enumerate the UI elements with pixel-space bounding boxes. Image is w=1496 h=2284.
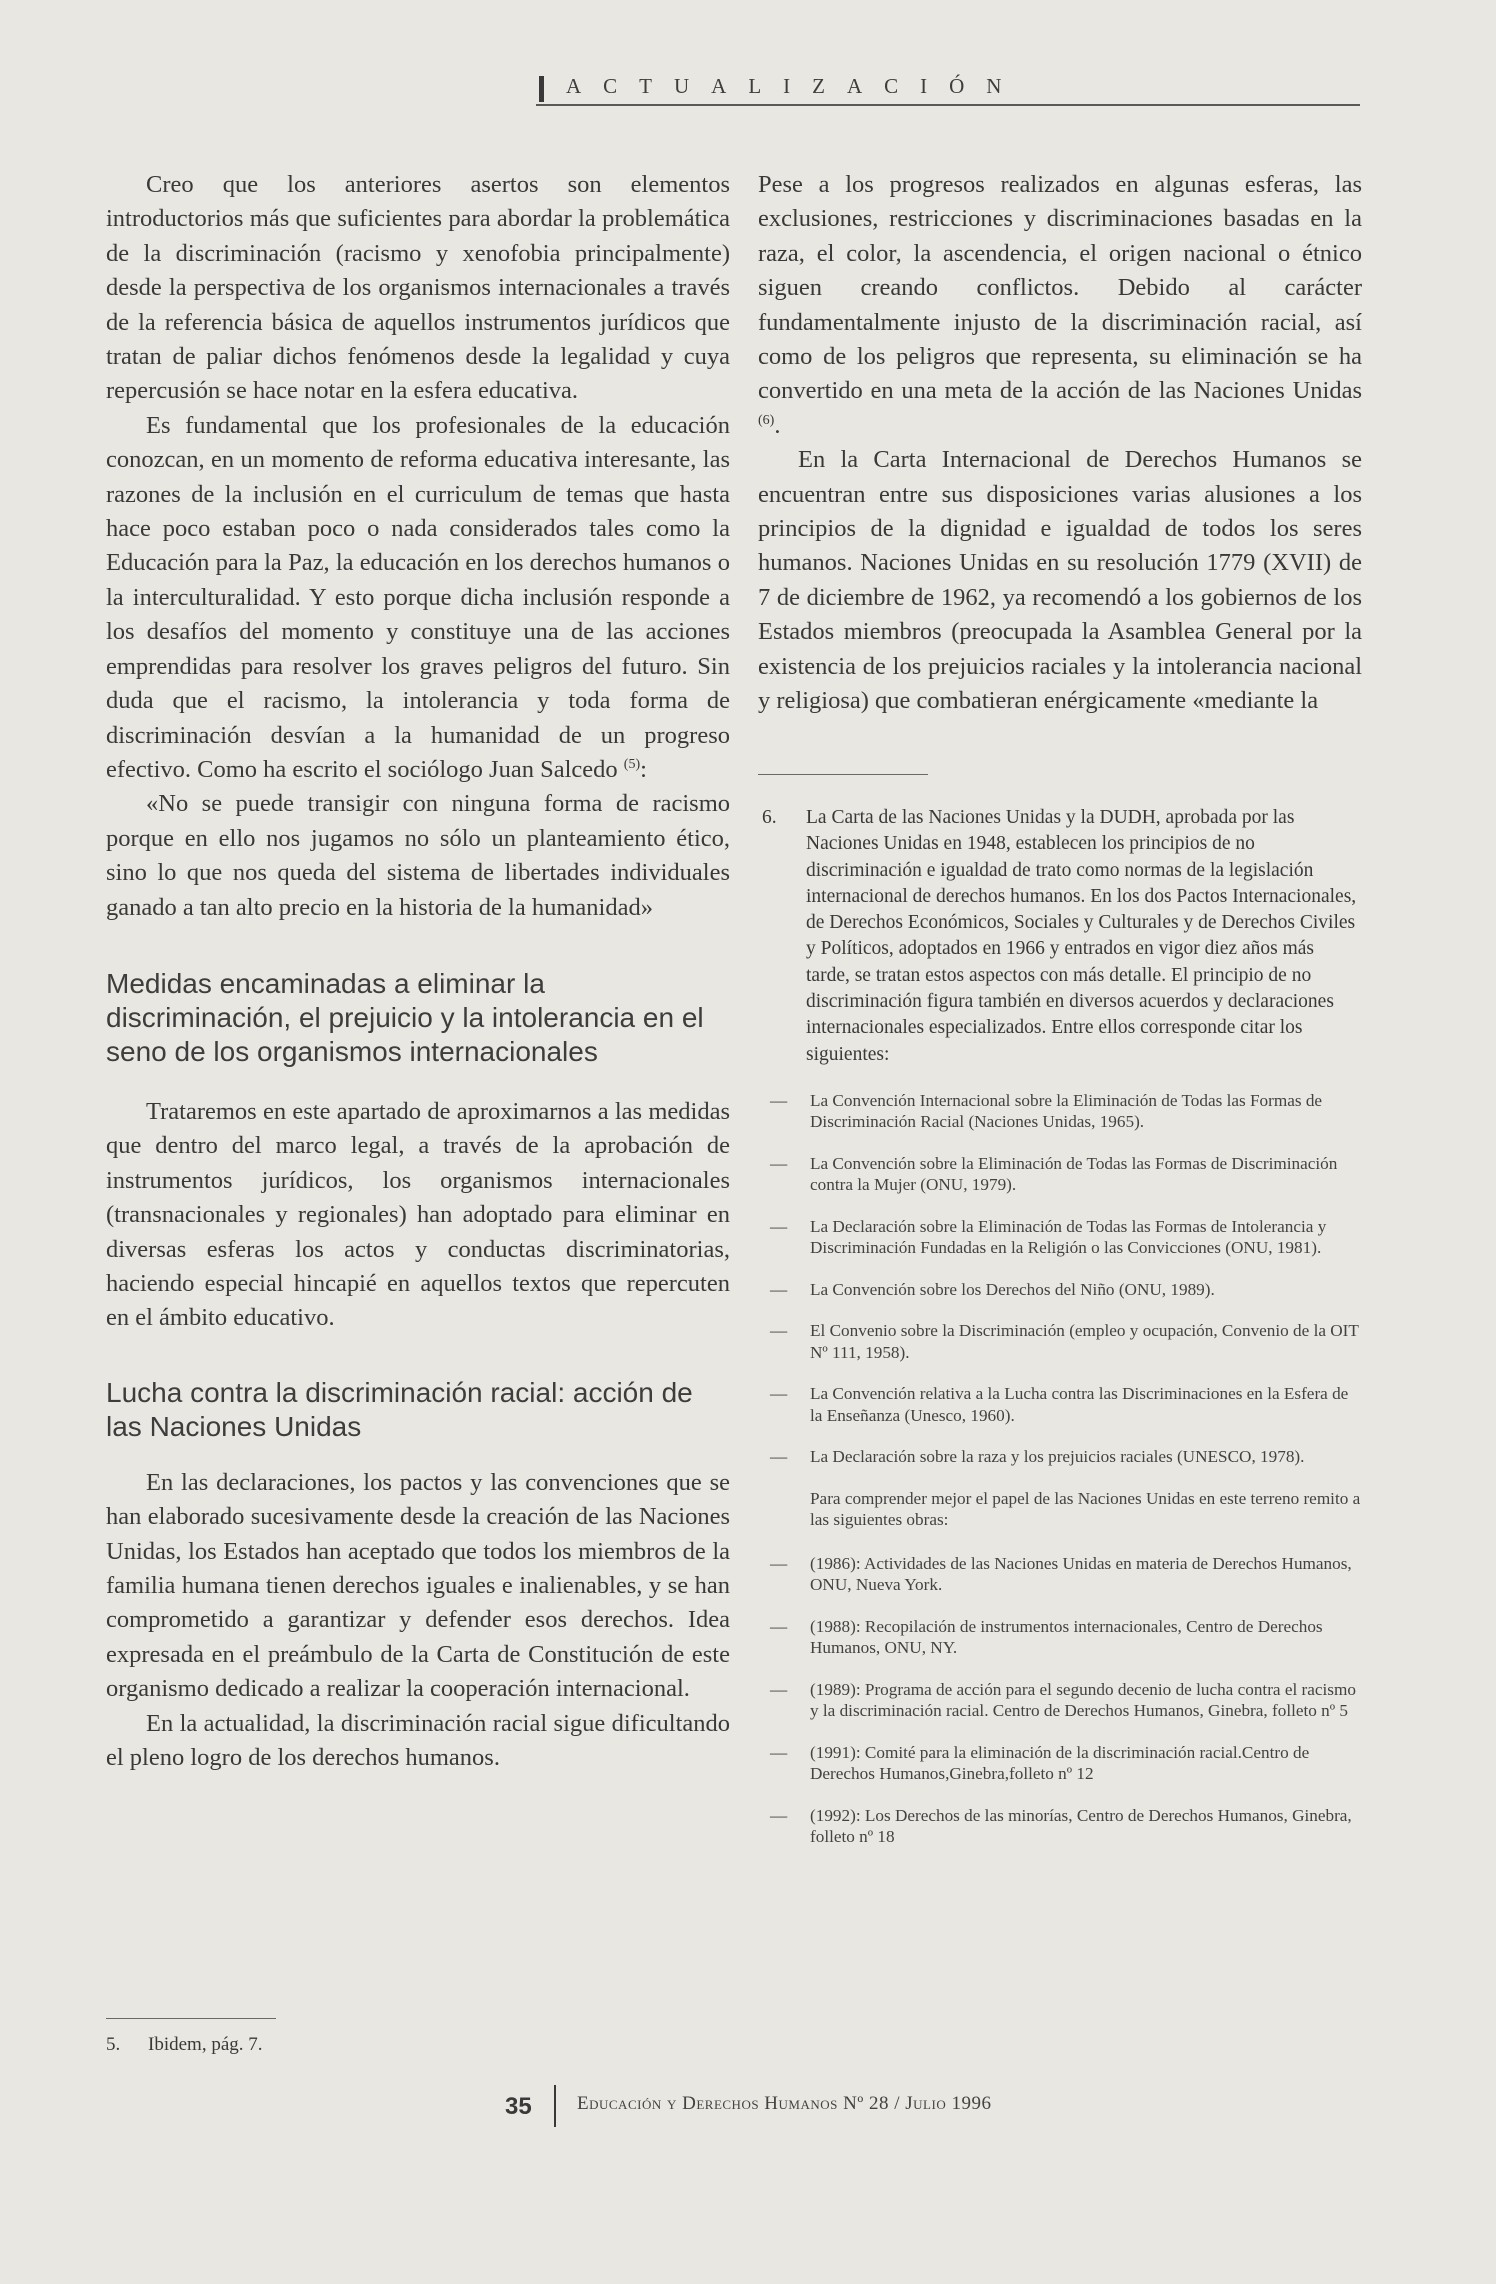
footnote-6-number: 6.	[762, 807, 777, 828]
dash-bullet: —	[770, 1216, 788, 1236]
paragraph-education-text: Es fundamental que los profesionales de la educación conozcan, en un momento de reforma educativa interesante, las razones de la inclusión en el curriculum de temas que hasta hace poco estaban poco o nada considerados tales como la Educación para la Paz, la educación en los derechos humanos o la interculturalidad. Y esto porque dicha inclusión responde a los desafíos del momento y constituye una de las acciones emprendidas para resolver los graves peligros del futuro. Sin duda que el racismo, la intolerancia y toda forma de discriminación desvían a la humanidad de un progreso efectivo. Como ha escrito el sociólogo Juan Salcedo	[106, 411, 730, 783]
footnote-6-text-block	[758, 805, 1362, 1068]
dash-bullet: —	[770, 1679, 788, 1699]
footnote-6-works-list	[758, 1553, 1362, 1848]
list-item	[758, 1153, 1362, 1196]
dash-bullet: —	[770, 1279, 788, 1299]
paragraph-actualidad: En la actualidad, la discriminación racial sigue dificultando el pleno logro de los derechos humanos.	[106, 1709, 730, 1772]
footnote-5-number: 5.	[106, 2034, 121, 2055]
journal-citation: Educación y Derechos Humanos Nº 28 / Julio 1996	[577, 2093, 992, 2114]
footnote-6-instruments-list	[758, 1090, 1362, 1468]
list-item	[758, 1383, 1362, 1426]
paragraph-education	[106, 409, 730, 787]
list-item-text: (1992): Los Derechos de las minorías, Centro de Derechos Humanos, Ginebra, folleto nº 18	[810, 1805, 1352, 1847]
dash-bullet: —	[770, 1153, 788, 1173]
list-item	[758, 1553, 1362, 1596]
list-item-text: La Declaración sobre la raza y los prejuicios raciales (UNESCO, 1978).	[810, 1447, 1305, 1467]
dash-bullet: —	[770, 1090, 788, 1110]
paragraph-progresos-text: Pese a los progresos realizados en algunas esferas, las exclusiones, restricciones y discriminaciones basadas en la raza, el color, la ascendencia, el origen nacional o étnico siguen creando conflictos. Debido al carácter fundamentalmente injusto de la discriminación racial, así como de los peligros que representa, su eliminación se ha convertido en una meta de la acción de las Naciones Unidas	[758, 171, 1362, 405]
dash-bullet: —	[770, 1805, 788, 1825]
list-item	[758, 1742, 1362, 1785]
list-item	[758, 1446, 1362, 1468]
footnote-5-text: Ibidem, pág. 7.	[148, 2034, 263, 2055]
header-bar-mark	[539, 76, 544, 102]
footnote-5-text-line	[106, 2033, 730, 2057]
paragraph-carta: En la Carta Internacional de Derechos Humanos se encuentran entre sus disposiciones varias alusiones a los principios de la dignidad e igualdad de todos los seres humanos. Naciones Unidas en su resolución 1779 (XVII) de 7 de diciembre de 1962, ya recomendó a los gobiernos de los Estados miembros (preocupada la Asamblea General por la existencia de los prejuicios raciales y la intolerancia nacional y religiosa) que combatieran enérgicamente «mediante la	[758, 446, 1362, 715]
list-item	[758, 1279, 1362, 1301]
dash-bullet: —	[770, 1321, 788, 1341]
list-item-text: La Convención sobre la Eliminación de Todas las Formas de Discriminación contra la Mujer (ONU, 1979).	[810, 1153, 1338, 1195]
list-item-text: El Convenio sobre la Discriminación (empleo y ocupación, Convenio de la OIT Nº 111, 1958).	[810, 1321, 1359, 1362]
list-item	[758, 1216, 1362, 1259]
list-item	[758, 1679, 1362, 1722]
right-column	[758, 168, 1362, 719]
list-item-text: La Convención sobre los Derechos del Niño (ONU, 1989).	[810, 1279, 1215, 1299]
list-item	[758, 1090, 1362, 1133]
footnote-6-works-intro: Para comprender mejor el papel de las Naciones Unidas en este terreno remito a las siguientes obras:	[810, 1488, 1361, 1530]
dash-bullet: —	[770, 1553, 788, 1573]
footnote-ref-5: (5)	[623, 756, 641, 772]
list-item-text: La Convención relativa a la Lucha contra las Discriminaciones en la Esfera de la Enseñanza (Unesco, 1960).	[810, 1384, 1349, 1425]
footnote-rule	[106, 2018, 276, 2019]
list-item-text: (1986): Actividades de las Naciones Unidas en materia de Derechos Humanos, ONU, Nueva York.	[810, 1553, 1352, 1595]
footnote-6-text: La Carta de las Naciones Unidas y la DUDH, aprobada por las Naciones Unidas en 1948, establecen los principios de no discriminación e igualdad de trato como normas de la legislación internacional de derechos humanos. En los dos Pactos Internacionales, de Derechos Económicos, Sociales y Culturales y de Derechos Civiles y Políticos, adoptados en 1966 y entrados en vigor diez años más tarde, se tratan estos aspectos con más detalle. El principio de no discriminación figura también en diversos acuerdos y declaraciones internacionales especializados. Entre ellos corresponde citar los siguientes:	[806, 807, 1357, 1065]
list-item	[758, 1320, 1362, 1363]
section-heading-medidas: Medidas encaminadas a eliminar la discriminación, el prejuicio y la intolerancia en el seno de los organismos internacionales	[106, 967, 704, 1067]
list-item-text: La Convención Internacional sobre la Eliminación de Todas las Formas de Discriminación Racial (Naciones Unidas, 1965).	[810, 1090, 1323, 1132]
punctuation: .	[774, 411, 781, 439]
paragraph-intro: Creo que los anteriores asertos son elementos introductorios más que suficientes para abordar la problemática de la discriminación (racismo y xenofobia principalmente) desde la perspectiva de los organismos internacionales a través de la referencia básica de aquellos instrumentos jurídicos que tratan de paliar dichos fenómenos desde la legalidad y cuya repercusión se hace notar en la esfera educativa.	[106, 171, 730, 405]
paragraph-declaraciones: En las declaraciones, los pactos y las convenciones que se han elaborado sucesivamente desde la creación de las Naciones Unidas, los Estados han aceptado que todos los miembros de la familia humana tienen derechos iguales e inalienables, y se han comprometido a garantizar y defender esos derechos. Idea expresada en el preámbulo de la Carta de Constitución de este organismo dedicado a realizar la cooperación internacional.	[106, 1468, 730, 1703]
left-column	[106, 168, 730, 1775]
list-item-text: La Declaración sobre la Eliminación de Todas las Formas de Intolerancia y Discriminación Fundadas en la Religión o las Convicciones (ONU, 1981).	[810, 1216, 1327, 1258]
punctuation: :	[640, 755, 647, 783]
footnote-5	[106, 2018, 730, 2057]
dash-bullet: —	[770, 1384, 788, 1404]
list-item-text: (1991): Comité para la eliminación de la discriminación racial.Centro de Derechos Humanos,Ginebra,folleto nº 12	[810, 1742, 1310, 1784]
list-item	[758, 1616, 1362, 1659]
footer-divider	[554, 2085, 556, 2127]
section-heading-lucha: Lucha contra la discriminación racial: acción de las Naciones Unidas	[106, 1376, 693, 1442]
list-item-text: (1988): Recopilación de instrumentos internacionales, Centro de Derechos Humanos, ONU, NY.	[810, 1616, 1323, 1658]
dash-bullet: —	[770, 1742, 788, 1762]
footnote-6	[758, 774, 1362, 1868]
paragraph-medidas: Trataremos en este apartado de aproximarnos a las medidas que dentro del marco legal, a través de la aprobación de instrumentos jurídicos, los organismos internacionales (transnacionales y regionales) han adoptado para eliminar en diversas esferas los actos y conductas discriminatorias, haciendo especial hincapié en aquellos textos que repercuten en el ámbito educativo.	[106, 1097, 730, 1332]
footnote-rule	[758, 774, 928, 775]
dash-bullet: —	[770, 1616, 788, 1636]
footnote-ref-6: (6)	[758, 412, 775, 428]
list-item-text: (1989): Programa de acción para el segundo decenio de lucha contra el racismo y la discriminación racial. Centro de Derechos Humanos, Ginebra, folleto nº 5	[810, 1679, 1356, 1721]
page-number: 35	[505, 2093, 532, 2120]
section-header-title: ACTUALIZACIÓN	[566, 74, 1024, 98]
list-item	[758, 1805, 1362, 1848]
quote-salcedo: «No se puede transigir con ninguna forma de racismo porque en ello nos jugamos no sólo un planteamiento ético, sino lo que nos queda del sistema de libertades individuales ganado a tan alto precio en la historia de la humanidad»	[106, 790, 730, 921]
dash-bullet: —	[770, 1447, 788, 1467]
paragraph-progresos	[758, 168, 1362, 443]
